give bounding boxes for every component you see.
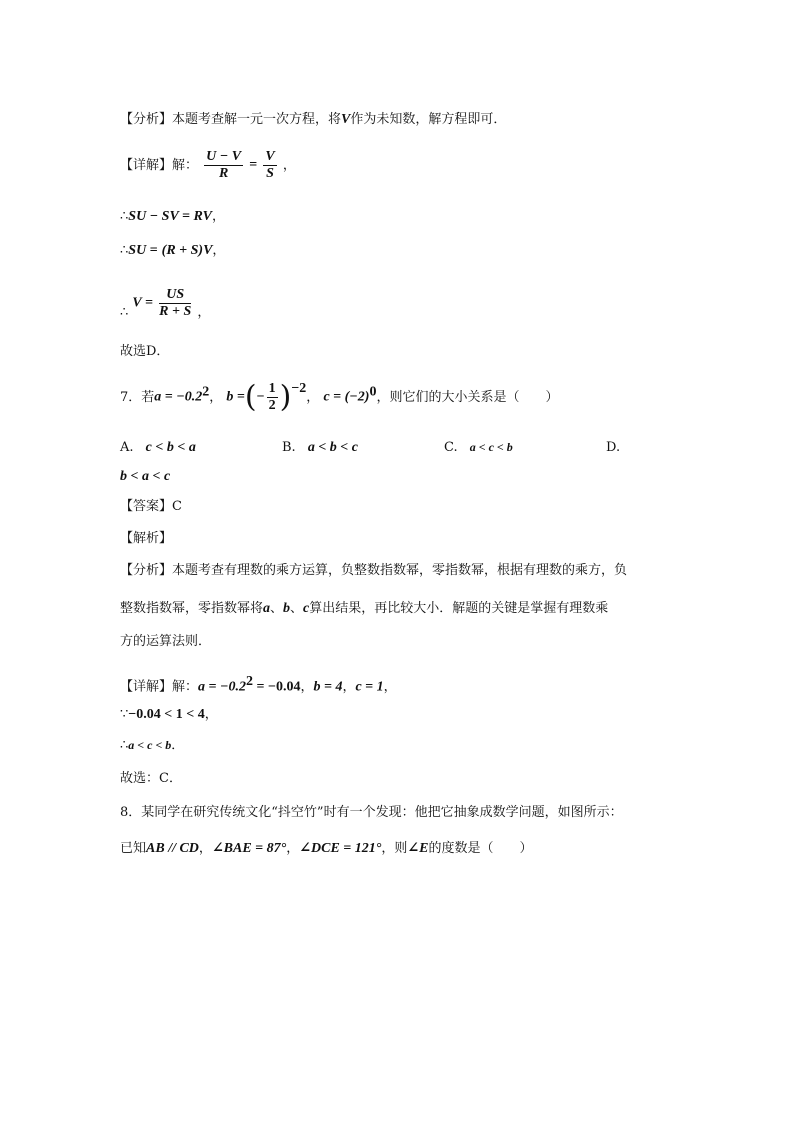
text: ， (212, 243, 226, 258)
denominator: R + S (159, 304, 192, 319)
math-expr: ∠DCE = 121° (299, 841, 382, 856)
text: 、 (290, 601, 304, 616)
analysis-line (120, 113, 506, 127)
option-key: A. (120, 440, 134, 455)
math-expr: ∠BAE = 87° (211, 841, 287, 856)
equals-sign: = (249, 157, 258, 173)
math-expr: a < c < b (128, 738, 172, 752)
text: 作为未知数，解方程即可． (350, 112, 507, 127)
math-expr: SU = (128, 243, 158, 258)
analysis-line: 方的运算法则． (120, 634, 212, 649)
option-expr: c < b < a (145, 440, 196, 455)
numerator: 1 (268, 381, 276, 396)
therefore-symbol: ∴ (120, 738, 129, 753)
math-var: b (283, 601, 291, 616)
text: ，则它们的大小关系是（ ） (376, 390, 559, 405)
choose-line: 故选D． (120, 344, 170, 359)
text: ， (209, 390, 223, 405)
option-c[interactable] (444, 440, 513, 455)
therefore-line (120, 739, 184, 752)
minus: − (256, 389, 265, 405)
text: 整数指数幂，零指数幂将 (120, 601, 264, 616)
text: ，则 (381, 841, 408, 856)
math-expr: c = 1 (355, 679, 384, 695)
option-d-expr (120, 469, 170, 485)
text: ， (300, 679, 314, 695)
math-expr: ∠E (407, 841, 429, 856)
option-key: D. (606, 440, 621, 455)
math-expr: a = −0.2 (198, 679, 246, 695)
math-var: V (341, 112, 351, 127)
fraction-rhs (263, 150, 276, 181)
denominator: R (218, 166, 229, 181)
text: ， (306, 390, 320, 405)
paren: ) (279, 379, 292, 415)
question-number: 7．若 (120, 390, 155, 405)
text: ， (383, 679, 397, 695)
therefore-symbol: ∴ (120, 209, 129, 224)
detail-line (120, 150, 296, 181)
option-expr: b < a < c (120, 469, 171, 484)
text: ． (171, 738, 185, 753)
text: 已知 (120, 841, 147, 856)
math-expr: c = (−2) (323, 389, 370, 405)
denominator: S (266, 166, 274, 181)
paren: ( (244, 379, 257, 415)
text: ， (286, 841, 300, 856)
option-expr: a < b < c (307, 440, 358, 455)
text: 、 (270, 601, 284, 616)
step-line (120, 210, 225, 224)
option-expr: a < c < b (469, 440, 513, 454)
text: ， (197, 305, 211, 320)
because-symbol: ∵ (120, 707, 129, 722)
math-expr: −0.04 < 1 < 4 (128, 707, 205, 722)
fraction-lhs (204, 150, 243, 181)
numerator: US (159, 288, 191, 304)
question-8-line2 (120, 842, 532, 856)
text: ， (204, 707, 218, 722)
option-key: B. (282, 440, 296, 455)
detail-line (120, 675, 397, 694)
text: 【分析】本题考查解一元一次方程，将 (120, 112, 342, 127)
fraction (159, 288, 191, 319)
text: ， (198, 841, 212, 856)
numerator: V (265, 149, 275, 164)
therefore-symbol: ∴ (120, 305, 129, 320)
math-expr: = −0.04 (252, 679, 301, 695)
text: ， (211, 209, 225, 224)
step-line (120, 288, 210, 319)
choose-line: 故选：C． (120, 771, 182, 786)
math-expr: a = −0.2 (154, 389, 203, 405)
math-expr: b = (226, 389, 245, 405)
math-expr: (R + S)V (161, 243, 213, 258)
question-8: 8．某同学在研究传统文化“抖空竹”时有一个发现：他把它抽象成数学问题，如图所示： (120, 805, 623, 820)
exponent: 2 (245, 674, 253, 689)
detail-label: 【详解】解： (120, 158, 199, 173)
text: 的度数是（ ） (428, 841, 533, 856)
jiexi-line: 【解析】 (120, 531, 173, 546)
question-7 (120, 379, 559, 415)
math-var: a (263, 601, 271, 616)
step-line (120, 244, 225, 258)
analysis-line: 【分析】本题考查有理数的乘方运算，负整数指数幂，零指数幂，根据有理数的乘方，负 (120, 563, 628, 578)
text: ， (282, 158, 296, 173)
fraction (267, 382, 278, 413)
math-var: c (303, 601, 310, 616)
exponent: −2 (291, 381, 307, 396)
numerator: U − V (206, 149, 242, 164)
option-d[interactable] (606, 440, 620, 455)
text: 算出结果，再比较大小．解题的关键是掌握有理数乘 (309, 601, 609, 616)
analysis-line (120, 602, 608, 616)
because-line (120, 708, 218, 722)
option-key: C. (444, 440, 458, 455)
answer-line: 【答案】C (120, 499, 182, 514)
denominator: 2 (268, 398, 276, 413)
therefore-symbol: ∴ (120, 243, 129, 258)
math-expr: V = (132, 295, 153, 311)
detail-label: 【详解】解： (120, 679, 199, 695)
math-expr: AB // CD (146, 841, 199, 856)
option-a[interactable] (120, 440, 196, 456)
option-b[interactable] (282, 440, 358, 456)
exponent: 0 (369, 384, 377, 400)
math-expr: SU − SV = RV (128, 209, 212, 224)
math-expr: b = 4 (313, 679, 343, 695)
text: ， (342, 679, 356, 695)
exponent: 2 (202, 384, 210, 400)
